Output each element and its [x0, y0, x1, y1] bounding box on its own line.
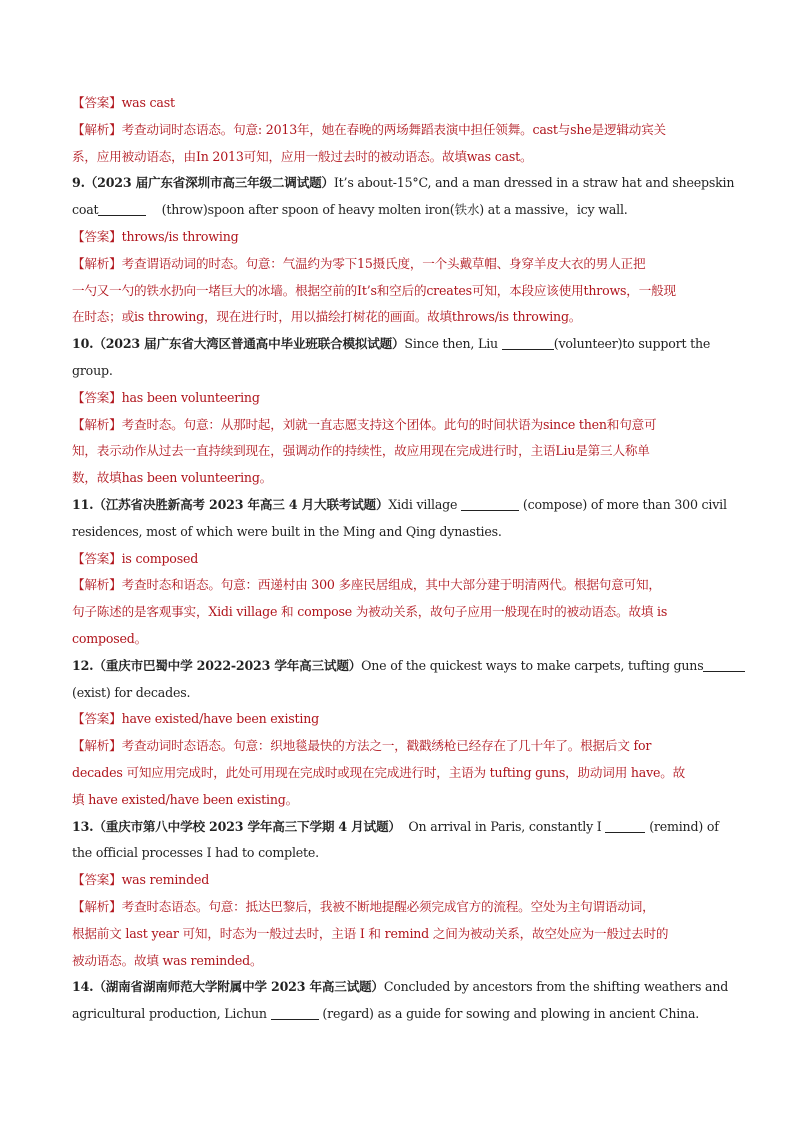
analysis-line: 系，应用被动语态，由In 2013可知，应用一般过去时的被动语态。故填was cast。	[72, 148, 533, 164]
document-page	[72, 90, 735, 1028]
analysis-line: 【解析】考查动词时态语态。句意：织地毯最快的方法之一，戳戳绣枪已经存在了几十年了。根据后文 for	[72, 738, 652, 754]
answer-blank[interactable]	[98, 201, 146, 216]
answer-blank[interactable]	[502, 335, 554, 350]
question-line: the official processes I had to complete.	[72, 845, 319, 861]
question-9: 9.（2023 届广东省深圳市高三年级二调试题）It’s about-15°C, and a man dressed in a straw hat and sheepskin	[72, 175, 735, 191]
question-11: 11.（江苏省决胜新高考 2023 年高三 4 月大联考试题）Xidi village (compose) of more than 300 civil	[72, 496, 727, 512]
analysis-line: 句子陈述的是客观事实，Xidi village 和 compose 为被动关系，故句子应用一般现在时的被动语态。故填 is	[72, 604, 668, 620]
analysis-line: 填 have existed/have been existing。	[72, 791, 299, 807]
question-14: 14.（湖南省湖南师范大学附属中学 2023 年高三试题）Concluded by ancestors from the shifting weathers and	[72, 979, 729, 995]
question-line: group.	[72, 362, 113, 378]
answer-line: 【答案】have existed/have been existing	[72, 711, 320, 727]
question-line: (exist) for decades.	[72, 684, 191, 700]
analysis-line: 知，表示动作从过去一直持续到现在，强调动作的持续性，故应用现在完成进行时，主语Liu是第三人称单	[72, 443, 650, 459]
analysis-line: 一勺又一勺的铁水扔向一堵巨大的冰墙。根据空前的It’s和空后的creates可知，本段应该使用throws，一般现	[72, 282, 676, 298]
analysis-line: 【解析】考查时态和语态。句意：西递村由 300 多座民居组成，其中大部分建于明清两代。根据句意可知，	[72, 577, 661, 593]
analysis-line: 根据前文 last year 可知，时态为一般过去时，主语 I 和 remind 之间为被动关系，故空处应为一般过去时的	[72, 925, 669, 941]
answer-line: 【答案】was reminded	[72, 872, 210, 888]
analysis-line: 【解析】考查动词时态语态。句意: 2013年，她在春晚的两场舞蹈表演中担任领舞。cast与she是逻辑动宾关	[72, 121, 666, 137]
analysis-line: 【解析】考查谓语动词的时态。句意：气温约为零下15摄氏度，一个头戴草帽、身穿羊皮大衣的男人正把	[72, 255, 646, 271]
analysis-line: 数，故填has been volunteering。	[72, 470, 273, 486]
answer-blank[interactable]	[703, 657, 745, 672]
analysis-line: 【解析】考查时态。句意：从那时起，刘就一直志愿支持这个团体。此句的时间状语为since then和句意可	[72, 416, 657, 432]
question-13: 13.（重庆市第八中学校 2023 学年高三下学期 4 月试题） On arrival in Paris, constantly I (remind) of	[72, 818, 719, 834]
answer-line: 【答案】throws/is throwing	[72, 228, 239, 244]
analysis-line: decades 可知应用完成时，此处可用现在完成时或现在完成进行时，主语为 tufting guns，助动词用 have。故	[72, 764, 686, 780]
answer-line: 【答案】was cast	[72, 95, 175, 110]
answer-blank[interactable]	[461, 496, 519, 511]
answer-blank[interactable]	[605, 818, 645, 833]
analysis-line: 在时态；或is throwing，现在进行时，用以描绘打树花的画面。故填throws/is throwing。	[72, 309, 582, 325]
question-12: 12.（重庆市巴蜀中学 2022-2023 学年高三试题）One of the quickest ways to make carpets, tufting guns	[72, 653, 724, 680]
answer-blank[interactable]	[271, 1005, 319, 1020]
analysis-line: 被动语态。故填 was reminded。	[72, 952, 263, 968]
question-line: coat (throw)spoon after spoon of heavy molten iron(铁水) at a massive，icy wall.	[72, 202, 628, 218]
analysis-line: 【解析】考查时态语态。句意：抵达巴黎后，我被不断地提醒必须完成官方的流程。空处为主句谓语动词，	[72, 898, 655, 914]
question-10: 10.（2023 届广东省大湾区普通高中毕业班联合模拟试题）Since then, Liu (volunteer)to support the	[72, 336, 711, 352]
answer-line: 【答案】has been volunteering	[72, 389, 260, 405]
question-line: residences, most of which were built in the Ming and Qing dynasties.	[72, 523, 502, 539]
answer-line: 【答案】is composed	[72, 550, 199, 566]
question-line: agricultural production, Lichun (regard) as a guide for sowing and plowing in ancient China.	[72, 1006, 700, 1022]
analysis-line: composed。	[72, 630, 147, 646]
